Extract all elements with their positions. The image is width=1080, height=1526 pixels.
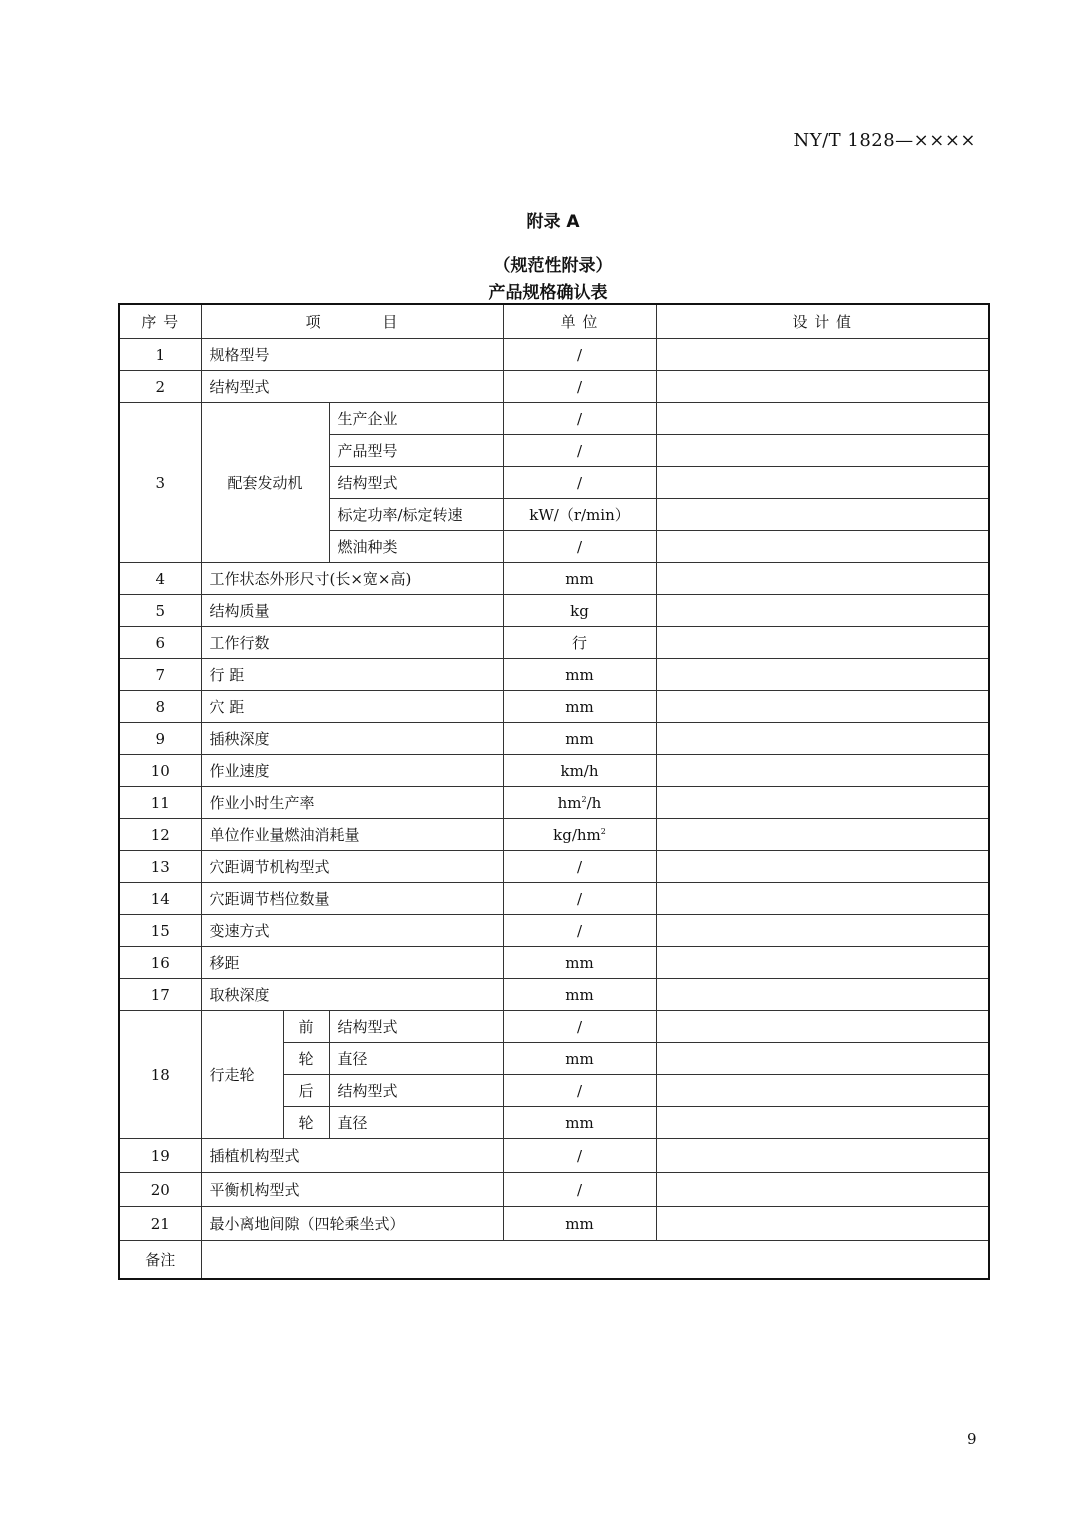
appendix-title: 附录 A (526, 212, 580, 232)
row-value-cell[interactable] (656, 403, 989, 435)
row-value-cell[interactable] (656, 499, 989, 531)
table-row (119, 691, 989, 723)
front-wheel-label-top: 前 (283, 1011, 329, 1043)
page-number: 9 (967, 1430, 977, 1448)
row-value-cell[interactable] (656, 883, 989, 915)
row-no: 9 (119, 723, 201, 755)
row-unit: / (503, 1075, 656, 1107)
row-unit: mm (503, 947, 656, 979)
row-value-cell[interactable] (656, 563, 989, 595)
table-row (119, 723, 989, 755)
row-unit: mm (503, 979, 656, 1011)
row-item: 最小离地间隙（四轮乘坐式） (201, 1207, 503, 1241)
unit-tail: /h (586, 793, 602, 812)
row-no: 6 (119, 627, 201, 659)
sub-item: 燃油种类 (329, 531, 503, 563)
row-unit: mm (503, 1043, 656, 1075)
row-value-cell[interactable] (656, 851, 989, 883)
sub-item: 标定功率/标定转速 (329, 499, 503, 531)
sub-item: 结构型式 (329, 1075, 503, 1107)
row-value-cell[interactable] (656, 1075, 989, 1107)
row-no: 5 (119, 595, 201, 627)
header-unit: 单 位 (503, 304, 656, 339)
row-item: 移距 (201, 947, 503, 979)
table-row (119, 787, 989, 819)
row-item: 行 距 (201, 659, 503, 691)
row-unit: mm (503, 723, 656, 755)
header-value: 设 计 值 (656, 304, 989, 339)
row-value-cell[interactable] (656, 819, 989, 851)
row-item: 结构型式 (201, 371, 503, 403)
row-no: 11 (119, 787, 201, 819)
row-unit: mm (503, 1107, 656, 1139)
row-no: 2 (119, 371, 201, 403)
row-item: 变速方式 (201, 915, 503, 947)
row-value-cell[interactable] (656, 595, 989, 627)
sub-item: 直径 (329, 1043, 503, 1075)
row-unit: 行 (503, 627, 656, 659)
row-value-cell[interactable] (656, 947, 989, 979)
table-row (119, 403, 989, 435)
remarks-row (119, 1241, 989, 1280)
row-item: 单位作业量燃油消耗量 (201, 819, 503, 851)
row-no: 7 (119, 659, 201, 691)
row-value-cell[interactable] (656, 723, 989, 755)
row-item: 取秧深度 (201, 979, 503, 1011)
row-no: 18 (119, 1011, 201, 1139)
standard-code: NY/T 1828—×××× (793, 130, 976, 151)
table-row (119, 819, 989, 851)
row-no: 4 (119, 563, 201, 595)
row-unit: / (503, 467, 656, 499)
unit-base: hm (557, 793, 582, 812)
row-no: 17 (119, 979, 201, 1011)
table-row (119, 339, 989, 371)
table-row (119, 1173, 989, 1207)
row-no: 3 (119, 403, 201, 563)
row-no: 16 (119, 947, 201, 979)
table-row (119, 755, 989, 787)
row-item: 作业速度 (201, 755, 503, 787)
row-no: 10 (119, 755, 201, 787)
row-no: 1 (119, 339, 201, 371)
remarks-cell[interactable] (201, 1241, 989, 1280)
row-item: 作业小时生产率 (201, 787, 503, 819)
row-no: 15 (119, 915, 201, 947)
table-row (119, 1011, 989, 1043)
table-header-row (119, 304, 989, 339)
sub-item: 产品型号 (329, 435, 503, 467)
row-value-cell[interactable] (656, 339, 989, 371)
row-unit (503, 819, 656, 851)
row-no: 13 (119, 851, 201, 883)
row-unit: mm (503, 563, 656, 595)
row-item: 工作状态外形尺寸(长×宽×高) (201, 563, 503, 595)
sub-item: 结构型式 (329, 1011, 503, 1043)
row-item: 穴 距 (201, 691, 503, 723)
row-value-cell[interactable] (656, 1011, 989, 1043)
table-row (119, 659, 989, 691)
row-value-cell[interactable] (656, 531, 989, 563)
row-unit: / (503, 531, 656, 563)
row-unit: / (503, 851, 656, 883)
row-item: 插植机构型式 (201, 1139, 503, 1173)
table-row (119, 915, 989, 947)
unit-superscript: 2 (600, 826, 606, 836)
row-no: 14 (119, 883, 201, 915)
group-label-engine: 配套发动机 (201, 403, 329, 563)
row-no: 21 (119, 1207, 201, 1241)
row-item: 平衡机构型式 (201, 1173, 503, 1207)
spec-confirmation-table (118, 303, 990, 1280)
row-item: 规格型号 (201, 339, 503, 371)
row-unit (503, 787, 656, 819)
sub-item: 生产企业 (329, 403, 503, 435)
row-no: 12 (119, 819, 201, 851)
table-row (119, 883, 989, 915)
table-row (119, 1139, 989, 1173)
row-value-cell[interactable] (656, 371, 989, 403)
row-unit: / (503, 883, 656, 915)
row-value-cell[interactable] (656, 979, 989, 1011)
table-row (119, 627, 989, 659)
row-unit: kW/（r/min） (503, 499, 656, 531)
sub-item: 结构型式 (329, 467, 503, 499)
row-value-cell[interactable] (656, 1107, 989, 1139)
row-value-cell[interactable] (656, 1043, 989, 1075)
row-unit: mm (503, 691, 656, 723)
row-unit: mm (503, 659, 656, 691)
group-label-wheels: 行走轮 (201, 1011, 283, 1139)
table-row (119, 979, 989, 1011)
row-unit: / (503, 1011, 656, 1043)
remarks-label: 备注 (119, 1241, 201, 1280)
header-item: 项 目 (201, 304, 503, 339)
sub-item: 直径 (329, 1107, 503, 1139)
table-row (119, 947, 989, 979)
row-unit: / (503, 339, 656, 371)
row-value-cell[interactable] (656, 1139, 989, 1173)
unit-superscript: 2 (581, 794, 587, 804)
row-no: 19 (119, 1139, 201, 1173)
row-value-cell[interactable] (656, 435, 989, 467)
table-title: 产品规格确认表 (488, 283, 608, 303)
row-unit: mm (503, 1207, 656, 1241)
row-no: 8 (119, 691, 201, 723)
row-value-cell[interactable] (656, 1207, 989, 1241)
row-unit: km/h (503, 755, 656, 787)
row-item: 工作行数 (201, 627, 503, 659)
row-unit: / (503, 1139, 656, 1173)
table-row (119, 851, 989, 883)
row-item: 插秧深度 (201, 723, 503, 755)
row-value-cell[interactable] (656, 755, 989, 787)
row-unit: / (503, 1173, 656, 1207)
row-unit: / (503, 403, 656, 435)
row-unit: / (503, 915, 656, 947)
appendix-subtitle: （规范性附录） (493, 256, 613, 276)
rear-wheel-label-top: 后 (283, 1075, 329, 1107)
header-no: 序 号 (119, 304, 201, 339)
table-row (119, 595, 989, 627)
row-item: 穴距调节档位数量 (201, 883, 503, 915)
row-value-cell[interactable] (656, 787, 989, 819)
table-row (119, 1207, 989, 1241)
row-value-cell[interactable] (656, 467, 989, 499)
rear-wheel-label-bottom: 轮 (283, 1107, 329, 1139)
row-unit: / (503, 435, 656, 467)
row-value-cell[interactable] (656, 1173, 989, 1207)
front-wheel-label-bottom: 轮 (283, 1043, 329, 1075)
row-unit: kg (503, 595, 656, 627)
row-value-cell[interactable] (656, 659, 989, 691)
row-item: 结构质量 (201, 595, 503, 627)
row-value-cell[interactable] (656, 627, 989, 659)
row-value-cell[interactable] (656, 691, 989, 723)
row-unit: / (503, 371, 656, 403)
row-value-cell[interactable] (656, 915, 989, 947)
unit-base: kg/hm (553, 825, 601, 844)
row-item: 穴距调节机构型式 (201, 851, 503, 883)
table-row (119, 563, 989, 595)
row-no: 20 (119, 1173, 201, 1207)
table-row (119, 371, 989, 403)
